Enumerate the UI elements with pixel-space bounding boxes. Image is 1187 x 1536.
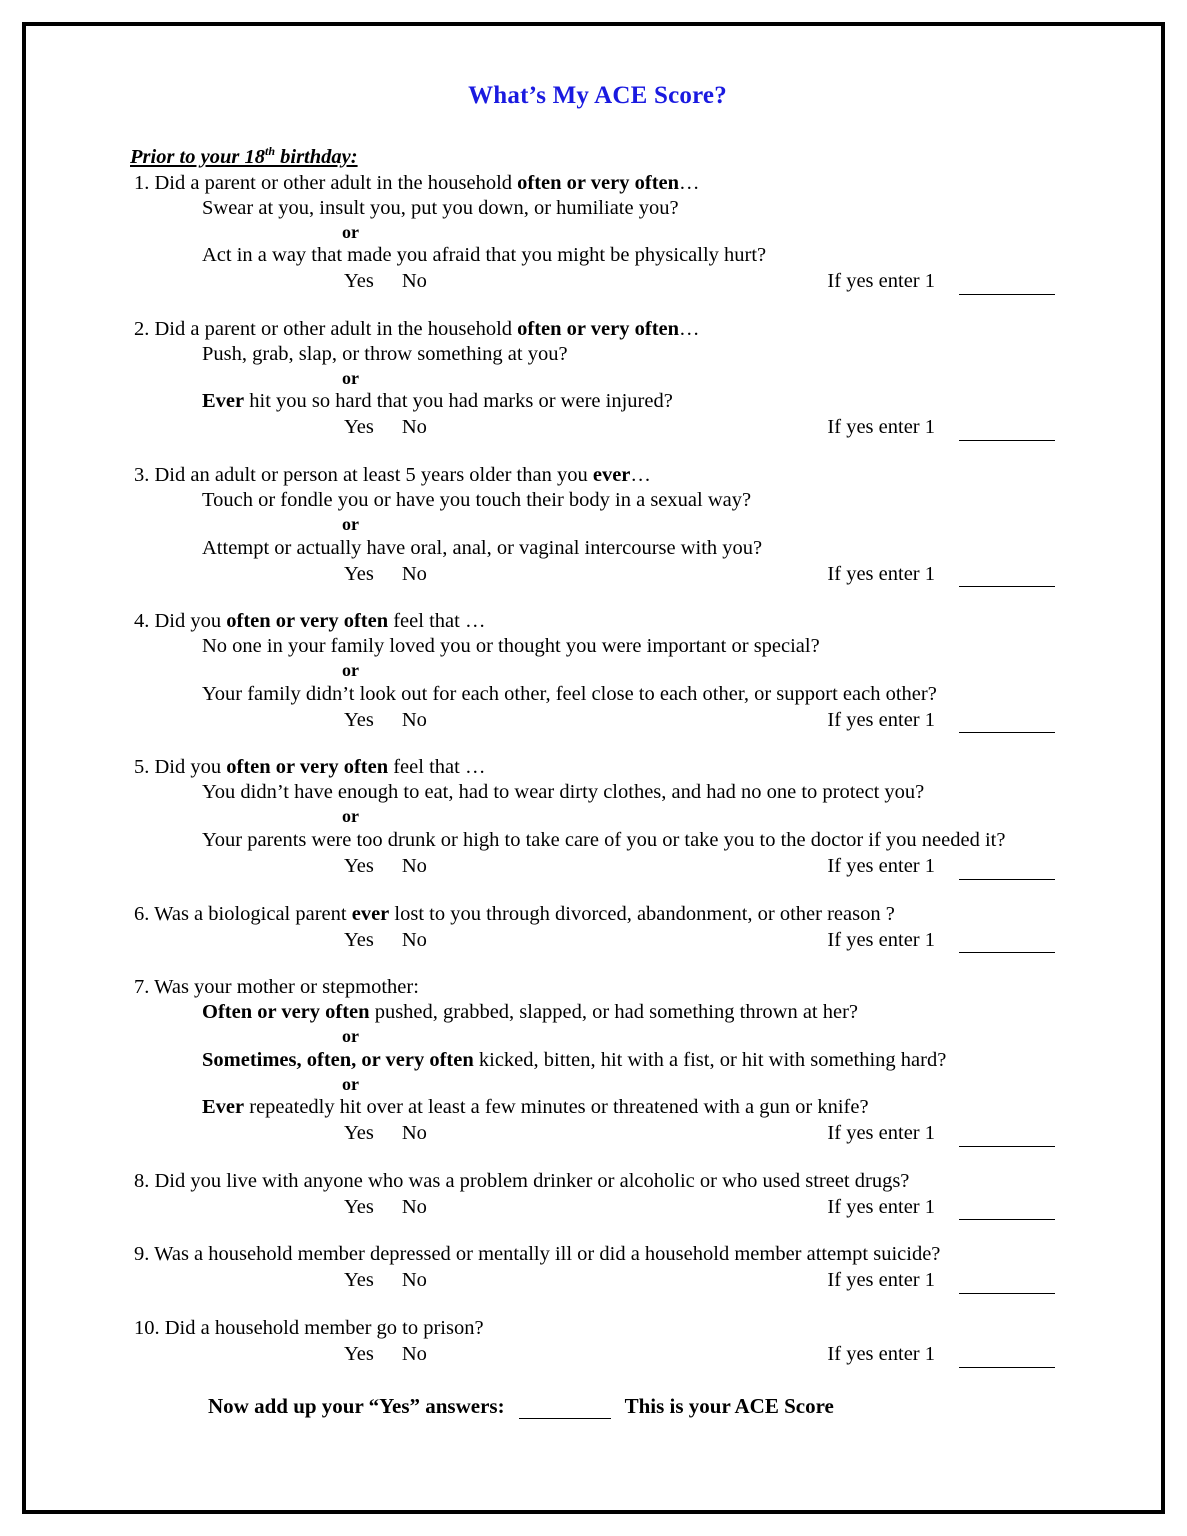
question-option-c-text: kicked, bitten, hit with a fist, or hit with something hard?	[473, 1048, 947, 1071]
page-border	[22, 22, 1165, 1514]
option-connector: or	[342, 806, 359, 827]
question-option-a-emphasis: Often or very often	[202, 1001, 370, 1024]
question-stem-emphasis: ever	[592, 464, 631, 487]
score-blank[interactable]	[959, 862, 1055, 880]
total-score-row	[130, 1394, 1065, 1419]
question-stem	[130, 902, 1065, 927]
answer-row	[130, 853, 1065, 880]
question-number: 3.	[134, 464, 150, 487]
question-stem-emphasis: ever	[351, 902, 390, 925]
no-option[interactable]: No	[401, 416, 427, 439]
prompt-ordinal-suffix: th	[264, 144, 275, 158]
question-option-a-text: pushed, grabbed, slapped, or had something thrown at her?	[369, 1001, 859, 1024]
score-blank[interactable]	[959, 935, 1055, 953]
if-yes-group	[827, 853, 1065, 880]
question-stem-text: Did you	[154, 610, 227, 633]
answer-row	[130, 561, 1065, 588]
question-number: 7.	[134, 976, 150, 999]
question-stem-text: Was your mother or stepmother:	[154, 976, 419, 999]
option-connector: or	[342, 514, 359, 535]
if-yes-group	[827, 1267, 1065, 1294]
if-yes-group	[827, 1341, 1065, 1368]
no-option[interactable]: No	[401, 854, 427, 877]
question-option-a: Touch or fondle you or have you touch their body in a sexual way?	[202, 489, 752, 512]
yes-option[interactable]: Yes	[344, 928, 374, 951]
if-yes-group	[827, 561, 1065, 588]
score-blank[interactable]	[959, 715, 1055, 733]
question-stem-text: Was a biological parent	[154, 902, 352, 925]
question-stem-text: Was a household member depressed or mentally ill or did a household member attempt suicide?	[154, 1243, 941, 1266]
question-stem-tail: …	[679, 171, 700, 194]
question-option-c	[130, 1048, 1065, 1073]
question-stem-tail: feel that …	[388, 756, 486, 779]
question-item	[130, 1316, 1065, 1368]
yes-option[interactable]: Yes	[344, 270, 374, 293]
answer-row	[130, 1341, 1065, 1368]
question-stem	[130, 975, 1065, 1000]
question-stem	[130, 1316, 1065, 1341]
question-option-b-text: Your parents were too drunk or high to take care of you or take you to the doctor if you needed it?	[202, 828, 1006, 851]
if-yes-group	[827, 414, 1065, 441]
total-label: Now add up your “Yes” answers:	[208, 1393, 505, 1418]
question-item	[130, 755, 1065, 879]
question-stem-emphasis: often or very often	[226, 756, 389, 779]
question-number: 4.	[134, 610, 150, 633]
question-item	[130, 1242, 1065, 1294]
yes-option[interactable]: Yes	[344, 1122, 374, 1145]
if-yes-label: If yes enter 1	[827, 928, 935, 951]
if-yes-label: If yes enter 1	[827, 1195, 935, 1218]
total-suffix-label: This is your ACE Score	[624, 1393, 834, 1418]
question-option-b-emphasis: Ever	[202, 1096, 245, 1119]
if-yes-label: If yes enter 1	[827, 854, 935, 877]
question-number: 1.	[134, 171, 150, 194]
answer-row	[130, 927, 1065, 954]
if-yes-group	[827, 707, 1065, 734]
question-stem-text: Did a parent or other adult in the household	[154, 317, 518, 340]
no-option[interactable]: No	[401, 928, 427, 951]
if-yes-label: If yes enter 1	[827, 1343, 935, 1366]
no-option[interactable]: No	[401, 1195, 427, 1218]
answer-row	[130, 268, 1065, 295]
question-stem-text: Did a parent or other adult in the household	[154, 171, 518, 194]
question-number: 6.	[134, 902, 150, 925]
question-option-b	[130, 536, 1065, 561]
question-number: 8.	[134, 1169, 150, 1192]
question-option-b-text: Your family didn’t look out for each other, feel close to each other, or support each other?	[202, 682, 937, 705]
question-item	[130, 1169, 1065, 1221]
question-stem-tail: …	[630, 464, 651, 487]
question-stem-tail: feel that …	[388, 610, 486, 633]
question-number: 5.	[134, 756, 150, 779]
score-blank[interactable]	[959, 1202, 1055, 1220]
question-stem	[130, 755, 1065, 780]
question-stem	[130, 317, 1065, 342]
page-content	[26, 26, 1161, 1439]
prompt-suffix: birthday:	[275, 145, 358, 168]
if-yes-group	[827, 1120, 1065, 1147]
page-title: What’s My ACE Score?	[468, 82, 727, 109]
question-stem-text: Did you live with anyone who was a problem drinker or alcoholic or who used street drugs?	[154, 1169, 910, 1192]
question-stem	[130, 171, 1065, 196]
question-item	[130, 609, 1065, 733]
score-blank[interactable]	[959, 277, 1055, 295]
if-yes-label: If yes enter 1	[827, 270, 935, 293]
if-yes-label: If yes enter 1	[827, 1122, 935, 1145]
if-yes-group	[827, 268, 1065, 295]
total-score-blank[interactable]	[519, 1401, 611, 1419]
question-stem-tail: lost to you through divorced, abandonment, or other reason ?	[389, 902, 895, 925]
question-stem-text: Did you	[154, 756, 227, 779]
no-option[interactable]: No	[401, 1343, 427, 1366]
answer-row	[130, 707, 1065, 734]
question-option-a	[130, 1000, 1065, 1025]
no-option[interactable]: No	[401, 270, 427, 293]
option-connector: or	[342, 660, 359, 681]
question-stem-text: Did a household member go to prison?	[164, 1317, 484, 1340]
no-option[interactable]: No	[401, 1122, 427, 1145]
question-option-b-text: hit you so hard that you had marks or were injured?	[244, 390, 673, 413]
question-option-b	[130, 682, 1065, 707]
score-blank[interactable]	[959, 1350, 1055, 1368]
question-number: 9.	[134, 1243, 150, 1266]
yes-option[interactable]: Yes	[344, 1269, 374, 1292]
question-option-a: Push, grab, slap, or throw something at you?	[202, 342, 568, 365]
option-connector: or	[342, 1073, 359, 1094]
yes-option[interactable]: Yes	[344, 562, 374, 585]
question-option-b	[130, 1095, 1065, 1120]
question-stem-emphasis: often or very often	[517, 171, 680, 194]
question-stem-tail: …	[679, 317, 700, 340]
question-stem	[130, 1242, 1065, 1267]
question-option-a: You didn’t have enough to eat, had to wear dirty clothes, and had no one to protect you?	[202, 781, 925, 804]
instruction-prompt	[130, 144, 1065, 169]
question-option-a: Swear at you, insult you, put you down, or humiliate you?	[202, 196, 679, 219]
score-blank[interactable]	[959, 1129, 1055, 1147]
yes-option[interactable]: Yes	[344, 1195, 374, 1218]
if-yes-label: If yes enter 1	[827, 416, 935, 439]
answer-row	[130, 414, 1065, 441]
no-option[interactable]: No	[401, 708, 427, 731]
if-yes-group	[827, 1194, 1065, 1221]
question-option-b	[130, 389, 1065, 414]
yes-option[interactable]: Yes	[344, 854, 374, 877]
question-option-b	[130, 243, 1065, 268]
question-number: 2.	[134, 317, 150, 340]
question-option-a: No one in your family loved you or thought you were important or special?	[202, 635, 820, 658]
score-blank[interactable]	[959, 1276, 1055, 1294]
question-item	[130, 171, 1065, 295]
question-stem-text: Did an adult or person at least 5 years older than you	[154, 464, 593, 487]
question-option-b-emphasis: Ever	[202, 390, 245, 413]
question-item	[130, 902, 1065, 954]
option-connector: or	[342, 367, 359, 388]
question-stem	[130, 609, 1065, 634]
question-option-b-text: Act in a way that made you afraid that you might be physically hurt?	[202, 244, 767, 267]
question-item	[130, 975, 1065, 1147]
question-stem-emphasis: often or very often	[517, 317, 680, 340]
question-item	[130, 317, 1065, 441]
yes-option[interactable]: Yes	[344, 708, 374, 731]
score-blank[interactable]	[959, 423, 1055, 441]
option-connector: or	[342, 221, 359, 242]
yes-option[interactable]: Yes	[344, 1343, 374, 1366]
no-option[interactable]: No	[401, 1269, 427, 1292]
if-yes-label: If yes enter 1	[827, 1269, 935, 1292]
score-blank[interactable]	[959, 569, 1055, 587]
question-item	[130, 463, 1065, 587]
question-option-c-emphasis: Sometimes, often, or very often	[202, 1048, 474, 1071]
question-stem-emphasis: often or very often	[226, 610, 389, 633]
prompt-prefix: Prior to your 18	[130, 145, 265, 168]
answer-row	[130, 1120, 1065, 1147]
question-option-b-text: repeatedly hit over at least a few minutes or threatened with a gun or knife?	[244, 1096, 869, 1119]
if-yes-group	[827, 927, 1065, 954]
answer-row	[130, 1267, 1065, 1294]
if-yes-label: If yes enter 1	[827, 562, 935, 585]
question-number: 10.	[134, 1317, 160, 1340]
question-option-b	[130, 828, 1065, 853]
yes-option[interactable]: Yes	[344, 416, 374, 439]
answer-row	[130, 1194, 1065, 1221]
question-stem	[130, 463, 1065, 488]
question-stem	[130, 1169, 1065, 1194]
no-option[interactable]: No	[401, 562, 427, 585]
if-yes-label: If yes enter 1	[827, 708, 935, 731]
option-connector: or	[342, 1026, 359, 1047]
question-option-b-text: Attempt or actually have oral, anal, or vaginal intercourse with you?	[202, 536, 763, 559]
